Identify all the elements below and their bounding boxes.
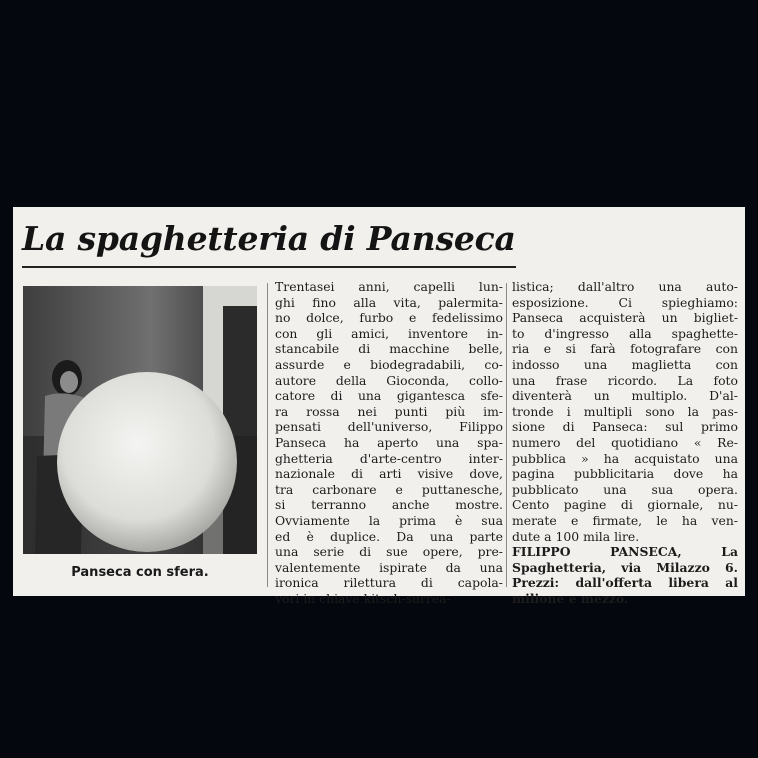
column-divider-left bbox=[267, 283, 268, 587]
text-line: con gli amici, inventore in- bbox=[275, 325, 503, 341]
headline-rule bbox=[22, 266, 516, 268]
text-line: pagina pubblicitaria dove ha bbox=[512, 466, 738, 482]
text-line: tronde i multipli sono la pas- bbox=[512, 403, 738, 419]
text-line: ed è duplice. Da una parte bbox=[275, 528, 503, 544]
article-headline: La spaghetteria di Panseca bbox=[22, 219, 516, 258]
text-line: si terranno anche mostre. bbox=[275, 497, 503, 513]
text-line: milione e mezzo. bbox=[512, 590, 629, 606]
text-line: ra rossa nei punti più im- bbox=[275, 403, 503, 419]
text-line: una frase ricordo. La foto bbox=[512, 372, 738, 388]
text-line: diventerà un multiplo. D'al- bbox=[512, 388, 738, 404]
text-line: pubblicato una sua opera. bbox=[512, 481, 738, 497]
text-line: autore della Gioconda, collo- bbox=[275, 372, 503, 388]
text-line: Cento pagine di giornale, nu- bbox=[512, 497, 738, 513]
photo-caption: Panseca con sfera. bbox=[71, 565, 209, 580]
text-line: una serie di sue opere, pre- bbox=[275, 544, 503, 560]
text-line: numero del quotidiano « Re- bbox=[512, 434, 738, 450]
text-line: assurde e biodegradabili, co- bbox=[275, 356, 503, 372]
text-line: pensati dell'universo, Filippo bbox=[275, 419, 503, 435]
text-line: dute a 100 mila lire. bbox=[512, 528, 640, 544]
text-line: valentemente ispirate da una bbox=[275, 559, 503, 575]
text-line: Panseca ha aperto una spa- bbox=[275, 434, 503, 450]
photo-sphere bbox=[57, 372, 237, 552]
text-line: no dolce, furbo e fedelissimo bbox=[275, 310, 503, 326]
column-divider-right bbox=[506, 283, 507, 587]
text-line: ria e si farà fotografare con bbox=[512, 341, 738, 357]
article-column-2 bbox=[512, 279, 738, 606]
newspaper-clipping bbox=[13, 207, 745, 606]
text-line: FILIPPO PANSECA, La bbox=[512, 544, 738, 560]
text-line: catore di una gigantesca sfe- bbox=[275, 388, 503, 404]
text-line: esposizione. Ci spieghiamo: bbox=[512, 294, 738, 310]
text-line: Spaghetteria, via Milazzo 6. bbox=[512, 559, 738, 575]
text-line: ghetteria d'arte-centro inter- bbox=[275, 450, 503, 466]
article-column-1 bbox=[275, 279, 503, 606]
text-line: Trentasei anni, capelli lun- bbox=[275, 279, 503, 294]
text-line: ironica rilettura di capola- bbox=[275, 575, 503, 591]
text-line: sione di Panseca: sul primo bbox=[512, 419, 738, 435]
text-line: Panseca acquisterà un bigliet- bbox=[512, 310, 738, 326]
text-line: stancabile di macchine belle, bbox=[275, 341, 503, 357]
text-line: indosso una maglietta con bbox=[512, 356, 738, 372]
photo-illustration bbox=[23, 286, 257, 554]
text-line: listica; dall'altro una auto- bbox=[512, 279, 738, 294]
text-line: tra carbonare e puttanesche, bbox=[275, 481, 503, 497]
text-line: vori in chiave kitsch-surrea- bbox=[275, 590, 451, 606]
text-line: Prezzi: dall'offerta libera al bbox=[512, 575, 738, 591]
text-line: ghi fino alla vita, palermita- bbox=[275, 294, 503, 310]
text-line: Ovviamente la prima è sua bbox=[275, 512, 503, 528]
text-line: nazionale di arti visive dove, bbox=[275, 466, 503, 482]
text-line: merate e firmate, le ha ven- bbox=[512, 512, 738, 528]
text-line: pubblica » ha acquistato una bbox=[512, 450, 738, 466]
article-photo bbox=[23, 286, 257, 554]
text-line: to d'ingresso alla spaghette- bbox=[512, 325, 738, 341]
